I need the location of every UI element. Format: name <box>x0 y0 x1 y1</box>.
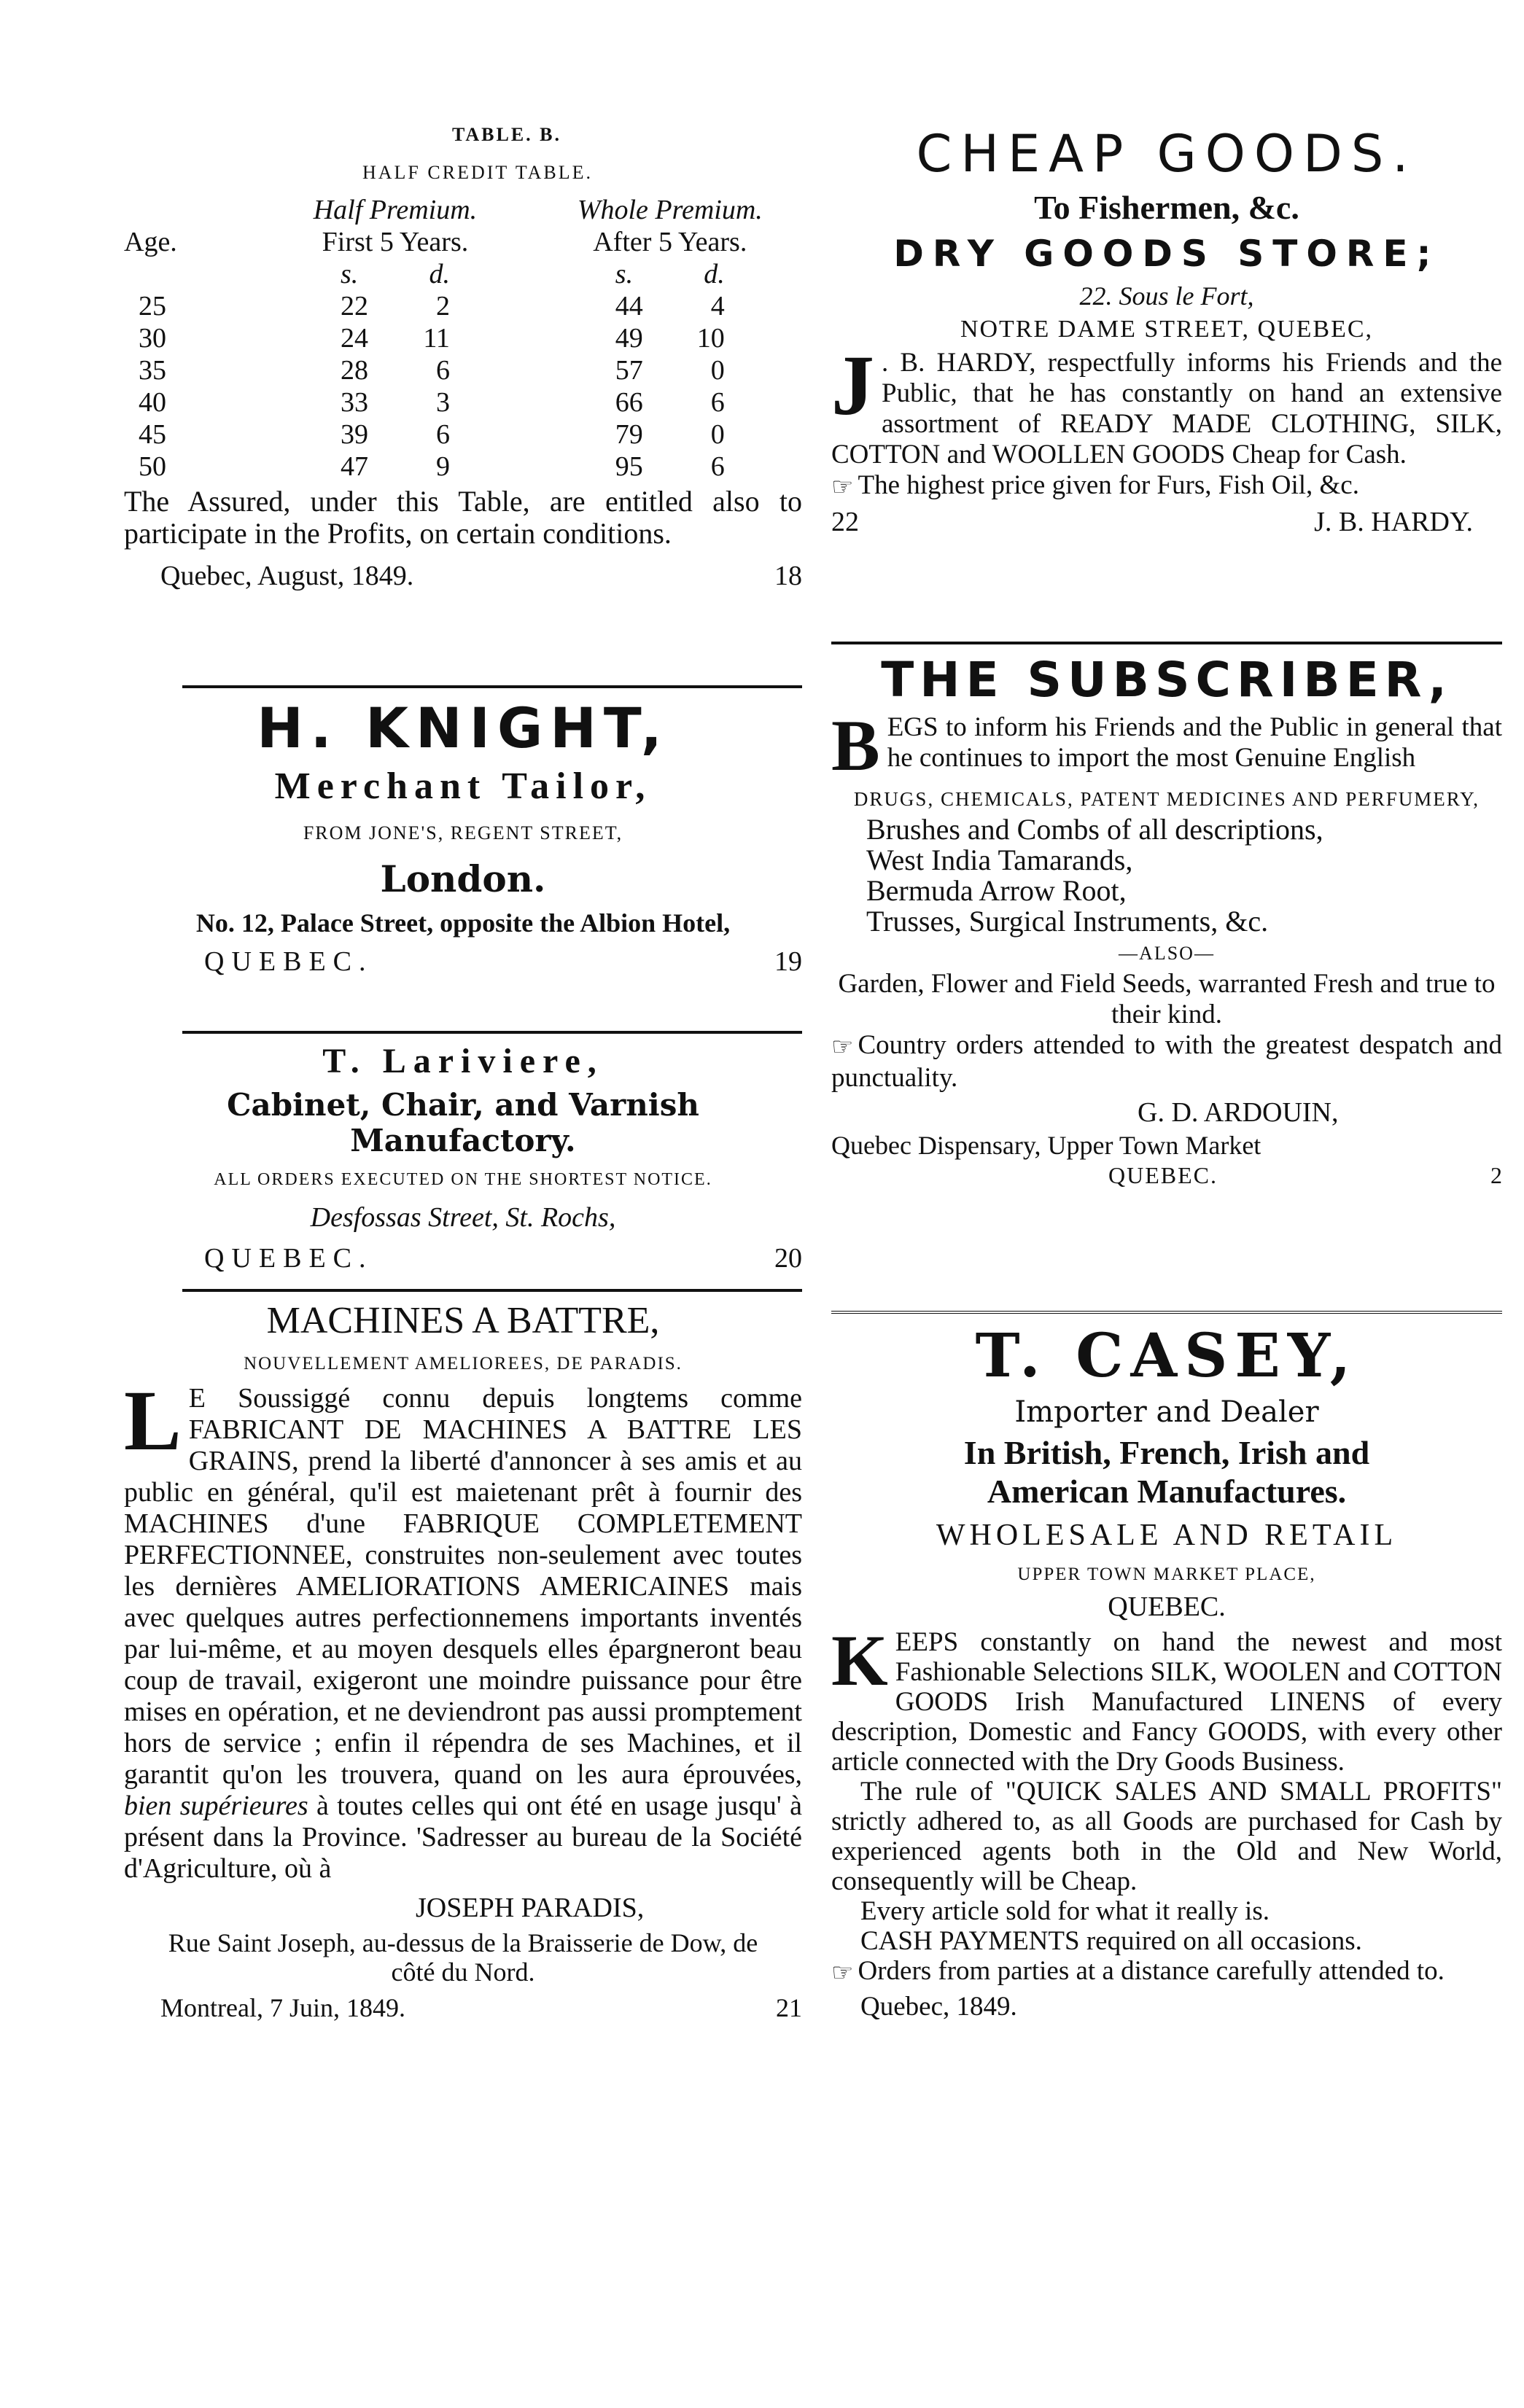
pointing-hand-icon: ☞ <box>831 1960 854 1987</box>
separator-rule <box>831 642 1502 644</box>
table-row <box>124 386 802 418</box>
drop-cap: L <box>124 1373 182 1468</box>
casey-note: Orders from parties at a distance carefully attended to. <box>858 1956 1445 1986</box>
subscriber-city: QUEBEC. <box>1108 1161 1218 1188</box>
drop-cap: B <box>831 705 880 786</box>
pointing-hand-icon: ☞ <box>831 473 854 501</box>
half-premium-subheader: First 5 Years. <box>322 227 469 257</box>
half-premium-header: Half Premium. <box>313 195 478 225</box>
subscriber-address: Quebec Dispensary, Upper Town Market <box>831 1130 1261 1160</box>
casey-cash-line: CASH PAYMENTS required on all occasions. <box>860 1926 1362 1956</box>
half-shillings-cell: 24 <box>340 323 368 354</box>
store-name: DRY GOODS STORE; <box>893 233 1440 275</box>
knight-address: No. 12, Palace Street, opposite the Albion Hotel, <box>195 908 731 938</box>
whole-pence-cell: 0 <box>710 355 725 386</box>
machines-address: Rue Saint Joseph, au-dessus de la Braisserie de Dow, de côté du Nord. <box>168 1928 758 1987</box>
half-shillings-cell: 33 <box>340 387 368 418</box>
also-label: —ALSO— <box>1119 943 1215 964</box>
whole-premium-header: Whole Premium. <box>577 195 763 225</box>
subscriber-text: EGS to inform his Friends and the Public in general that he continues to import the most Genuine English <box>887 712 1502 773</box>
drop-cap: K <box>831 1620 888 1701</box>
whole-shillings-cell: 66 <box>615 387 643 418</box>
casey-rule-text: The rule of "QUICK SALES AND SMALL PROFITS" strictly adhered to, as all Goods are purchased for Cash by experienced agents both in the Old and New World, consequently will be Cheap. <box>831 1777 1502 1896</box>
ad-number: 21 <box>776 1993 802 2022</box>
unit-pence: d. <box>704 259 725 289</box>
left-column <box>124 124 802 2023</box>
age-cell: 45 <box>139 419 166 450</box>
subscriber-ad <box>831 652 1502 1308</box>
store-street: NOTRE DAME STREET, QUEBEC, <box>960 316 1374 343</box>
subscriber-note: Country orders attended to with the greatest despatch and punctuality. <box>831 1030 1502 1093</box>
cheap-goods-ad <box>831 124 1502 634</box>
cheap-goods-title: CHEAP GOODS. <box>916 124 1418 184</box>
knight-name: H. KNIGHT, <box>257 695 669 760</box>
casey-line-2: American Manufactures. <box>987 1473 1347 1510</box>
age-cell: 30 <box>139 323 166 354</box>
lariviere-city: QUEBEC. <box>204 1243 373 1274</box>
unit-shillings: s. <box>340 259 359 289</box>
whole-pence-cell: 0 <box>710 419 725 450</box>
machines-ad <box>124 1299 802 2023</box>
casey-ad <box>831 1321 1502 2022</box>
casey-every-line: Every article sold for what it really is. <box>860 1896 1270 1926</box>
whole-shillings-cell: 79 <box>615 419 643 450</box>
ad-number: 2 <box>1490 1161 1502 1188</box>
list-item: Brushes and Combs of all descriptions, <box>866 813 1323 846</box>
ad-number: 19 <box>774 946 802 977</box>
table-row <box>124 290 802 322</box>
age-cell: 40 <box>139 387 166 418</box>
lariviere-ad <box>124 1041 802 1282</box>
table-row <box>124 418 802 451</box>
knight-city: QUEBEC. <box>204 946 373 977</box>
half-pence-cell: 11 <box>423 323 450 354</box>
machines-dateline: Montreal, 7 Juin, 1849. <box>160 1993 405 2022</box>
half-pence-cell: 9 <box>435 451 450 482</box>
machines-title: MACHINES A BATTRE, <box>266 1300 660 1341</box>
age-cell: 25 <box>139 291 166 322</box>
store-address: 22. Sous le Fort, <box>1079 281 1254 311</box>
separator-rule <box>182 1289 802 1292</box>
age-cell: 50 <box>139 451 166 482</box>
premium-table <box>124 194 802 483</box>
hardy-text: . B. HARDY, respectfully informs his Friends and the Public, that he has constantly on hand an extensive assortment of READY MADE CLOTHING, SILK, COTTON and WOOLLEN GOODS Cheap for Cash. <box>831 348 1502 469</box>
separator-rule <box>182 685 802 688</box>
half-pence-cell: 3 <box>435 387 450 418</box>
casey-text: EEPS constantly on hand the newest and most Fashionable Selections SILK, WOOLEN and COTTON GOODS Irish Manufactured LINENS of every description, Domestic and Fancy GOODS, with every other article connected with the Dry Goods Business. <box>831 1627 1502 1777</box>
separator-rule <box>831 1311 1502 1314</box>
hardy-signature: J. B. HARDY. <box>1314 506 1473 537</box>
machines-text-continued: à toutes celles qui ont été en usage jusqu' à présent dans la Province. 'Sadresser au bureau de la Société d'Agriculture, où à <box>124 1791 802 1884</box>
list-item: West India Tamarands, <box>866 843 1133 876</box>
casey-trade: Importer and Dealer <box>1014 1395 1319 1429</box>
casey-line-1: In British, French, Irish and <box>963 1434 1370 1471</box>
right-column <box>831 124 1502 2022</box>
half-shillings-cell: 28 <box>340 355 368 386</box>
half-pence-cell: 2 <box>435 291 450 322</box>
seeds-text: Garden, Flower and Field Seeds, warranted Fresh and true to their kind. <box>838 969 1496 1029</box>
cheap-goods-subtitle: To Fishermen, &c. <box>1034 189 1299 226</box>
casey-name: T. CASEY, <box>975 1321 1358 1391</box>
table-b-note: The Assured, under this Table, are entitled also to participate in the Profits, on certain conditions. <box>124 485 802 550</box>
table-b-title: TABLE. B. <box>451 124 562 145</box>
product-list <box>831 814 1502 937</box>
subscriber-signature: G. D. ARDOUIN, <box>1138 1096 1339 1128</box>
knight-trade: Merchant Tailor, <box>274 765 652 807</box>
whole-pence-cell: 6 <box>710 451 725 482</box>
drop-cap: J <box>831 338 874 433</box>
ad-number: 18 <box>774 561 802 591</box>
casey-place: UPPER TOWN MARKET PLACE, <box>1017 1565 1316 1584</box>
table-row <box>124 451 802 483</box>
machines-subtitle: NOUVELLEMENT AMELIOREES, DE PARADIS. <box>244 1354 683 1374</box>
age-cell: 35 <box>139 355 166 386</box>
subscriber-heading: DRUGS, CHEMICALS, PATENT MEDICINES AND PERFUMERY, <box>853 788 1480 810</box>
knight-ad <box>124 695 802 1024</box>
casey-kind: WHOLESALE AND RETAIL <box>936 1519 1398 1552</box>
whole-shillings-cell: 57 <box>615 355 643 386</box>
casey-dateline: Quebec, 1849. <box>860 1992 1017 2022</box>
casey-city: QUEBEC. <box>1108 1591 1226 1622</box>
machines-text: E Soussiggé connu depuis longtems comme FABRICANT DE MACHINES A BATTRE LES GRAINS, prend la liberté d'annoncer à ses amis et au public en général, qu'il est maietenant prêt à fournir des MACHINES d'une FABRIQUE COMPLETEMENT PERFECTIONNEE, construites non-seulement avec toutes les dernières AMELIORATIONS AMERICAINES mais avec quelques autres perfectionnemens importants inventés par lui-même, et au moyen desquels elles épargneront beau coup de travail, exigeront une moindre puissance pour être mises en opération, et ne deviendront pas aussi promptement hors de service ; enfin il répendra de ses Machines, et il garantit qu'on les trouvera, quand on les aura éprouvées, <box>124 1383 802 1790</box>
table-b-dateline: Quebec, August, 1849. <box>160 561 414 591</box>
whole-shillings-cell: 44 <box>615 291 643 322</box>
lariviere-notice: ALL ORDERS EXECUTED ON THE SHORTEST NOTICE. <box>214 1170 712 1189</box>
whole-shillings-cell: 95 <box>615 451 643 482</box>
half-shillings-cell: 47 <box>340 451 368 482</box>
separator-rule <box>182 1031 802 1034</box>
list-item: Bermuda Arrow Root, <box>866 874 1127 907</box>
whole-pence-cell: 6 <box>710 387 725 418</box>
table-row <box>124 354 802 386</box>
ad-number: 22 <box>831 506 859 537</box>
half-pence-cell: 6 <box>435 355 450 386</box>
whole-pence-cell: 10 <box>696 323 725 354</box>
table-row <box>124 322 802 354</box>
unit-pence: d. <box>429 259 450 289</box>
knight-origin: FROM JONE'S, REGENT STREET, <box>303 822 623 843</box>
whole-shillings-cell: 49 <box>615 323 643 354</box>
pointing-hand-icon: ☞ <box>831 1033 854 1061</box>
ad-number: 20 <box>774 1243 802 1274</box>
age-header: Age. <box>124 227 177 257</box>
machines-emphasis: bien supérieures <box>124 1791 308 1821</box>
unit-shillings: s. <box>615 259 634 289</box>
lariviere-trade: Cabinet, Chair, and Varnish Manufactory. <box>227 1087 699 1158</box>
table-b-ad <box>124 124 802 678</box>
whole-premium-subheader: After 5 Years. <box>593 227 747 257</box>
half-shillings-cell: 22 <box>340 291 368 322</box>
table-b-subtitle: HALF CREDIT TABLE. <box>362 162 594 183</box>
machines-signature: JOSEPH PARADIS, <box>416 1893 645 1923</box>
half-pence-cell: 6 <box>435 419 450 450</box>
knight-city-origin: London. <box>380 857 546 900</box>
subscriber-title: THE SUBSCRIBER, <box>881 652 1453 708</box>
list-item: Trusses, Surgical Instruments, &c. <box>866 905 1269 938</box>
lariviere-name: T. Lariviere, <box>322 1042 604 1080</box>
lariviere-address: Desfossas Street, St. Rochs, <box>310 1202 616 1233</box>
whole-pence-cell: 4 <box>710 291 725 322</box>
hardy-note: The highest price given for Furs, Fish Oil, &c. <box>858 470 1359 500</box>
half-shillings-cell: 39 <box>340 419 368 450</box>
